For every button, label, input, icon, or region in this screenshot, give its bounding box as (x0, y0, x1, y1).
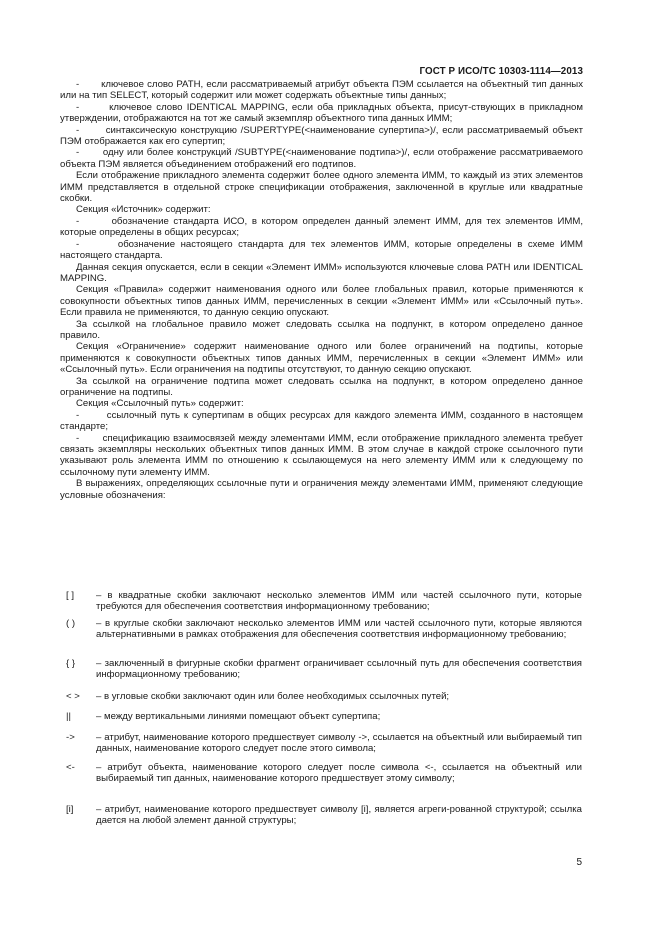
paragraph: - ссылочный путь к супертипам в общих ресурсах для каждого элемента ИММ, созданного в настоящем стандарте; (60, 409, 583, 433)
paragraph: Секция «Ссылочный путь» содержит: (76, 398, 244, 410)
paragraph: - спецификацию взаимосвязей между элементами ИММ, если отображение прикладного элемента требует связать экземпляры нескольких объектных типов данных ИММ. В этом случае в каждой строке ссылочного пути указывают роль элемента ИММ по отношению к ссылающемуся на него элементу ИММ или к следующему по ссылочному пути элементу ИММ. (60, 432, 583, 478)
legend-symbol: [i] (66, 804, 74, 815)
legend-description: – в квадратные скобки заключают несколько элементов ИММ или частей ссылочного пути, которые требуются для обеспечения соответствия информационному требованию; (96, 590, 582, 613)
legend-description: – между вертикальными линиями помещают объект супертипа; (96, 711, 381, 722)
legend-description: – в круглые скобки заключают несколько элементов ИММ или частей ссылочного пути, которые являются альтернативными в рамках отображения для обеспечения соответствия информационному требованию; (96, 618, 582, 641)
paragraph: - ключевое слово PATH, если рассматриваемый атрибут объекта ПЭМ ссылается на объектный тип данных или на тип SELECT, который содержит или может содержать объектные типы данных; (60, 79, 583, 102)
page-header: ГОСТ Р ИСО/ТС 10303-1114—2013 (419, 66, 583, 77)
paragraph: - обозначение настоящего стандарта для тех элементов ИММ, которые определены в схеме ИММ настоящего стандарта. (60, 238, 583, 262)
paragraph: - ключевое слово IDENTICAL MAPPING, если оба прикладных объекта, присут-ствующих в прикладном утверждении, отображаются на тот же самый экземпляр объектного типа данных ИММ; (60, 101, 583, 125)
legend-symbol: { } (66, 658, 76, 669)
paragraph: Секция «Правила» содержит наименования одного или более глобальных правил, которые применяются к совокупности объектных типов данных ИММ, перечисленных в секции «Элемент ИММ» или «Ссылочный путь». Если правила не применяются, то данную секцию опускают. (60, 284, 583, 319)
paragraph: - обозначение стандарта ИСО, в котором определен данный элемент ИММ, для тех элементов ИММ, которые определены в общих ресурсах; (60, 215, 583, 239)
legend-description: – заключенный в фигурные скобки фрагмент ограничивает ссылочный путь для обеспечения соответствия информационному требованию; (96, 658, 582, 681)
legend-symbol: [ ] (66, 590, 74, 601)
legend-description: – атрибут, наименование которого предшествует символу ->, ссылается на объектный или выбираемый тип данных, наименование которого следует после этого символа; (96, 732, 582, 755)
legend-symbol: || (66, 711, 71, 722)
paragraph: Секция «Источник» содержит: (76, 204, 211, 216)
legend-symbol: <- (66, 762, 75, 773)
paragraph: В выражениях, определяющих ссылочные пути и ограничения между элементами ИММ, применяют следующие условные обозначения: (60, 478, 583, 501)
legend-symbol: ( ) (66, 618, 76, 629)
paragraph: Если отображение прикладного элемента содержит более одного элемента ИММ, то каждый из этих элементов ИММ представляется в отдельной строке спецификации отображения, заключенной в круглые или квадратные скобки. (60, 170, 583, 205)
body-text (60, 79, 583, 501)
paragraph: - одну или более конструкций /SUBTYPE(<наименование подтипа>)/, если отображение рассматриваемого объекта ПЭМ является объединением отображений его подтипов. (60, 147, 583, 170)
paragraph: Секция «Ограничение» содержит наименование одного или более ограничений на подтипы, которые применяются к совокупности объектных типов данных ИММ, перечисленных в секции «Элемент ИММ» или «Ссылочный путь». Если ограничения на подтипы отсутствуют, то данную секцию опускают. (60, 341, 583, 376)
paragraph: Данная секция опускается, если в секции «Элемент ИММ» используются ключевые слова PATH или IDENTICAL MAPPING. (60, 261, 583, 284)
paragraph: - синтаксическую конструкцию /SUPERTYPE(<наименование супертипа>)/, если рассматриваемый объект ПЭМ отображается как его супертип; (60, 124, 583, 148)
paragraph: За ссылкой на ограничение подтипа может следовать ссылка на подпункт, в котором определено данное ограничение на подтипы. (60, 375, 583, 398)
legend-description: – в угловые скобки заключают один или более необходимых ссылочных путей; (96, 691, 450, 702)
legend-description: – атрибут, наименование которого предшествует символу [i], является агреги-рованной структурой; ссылка дается на любой элемент данной структуры; (96, 804, 582, 827)
legend-symbol: < > (66, 691, 80, 702)
legend-description: – атрибут объекта, наименование которого следует после символа <-, ссылается на объектный или выбираемый тип данных, наименование которого предшествует этому символу; (96, 762, 582, 785)
legend-symbol: -> (66, 732, 75, 743)
page-number: 5 (576, 857, 582, 868)
paragraph: За ссылкой на глобальное правило может следовать ссылка на подпункт, в котором определено данное правило. (60, 318, 583, 341)
